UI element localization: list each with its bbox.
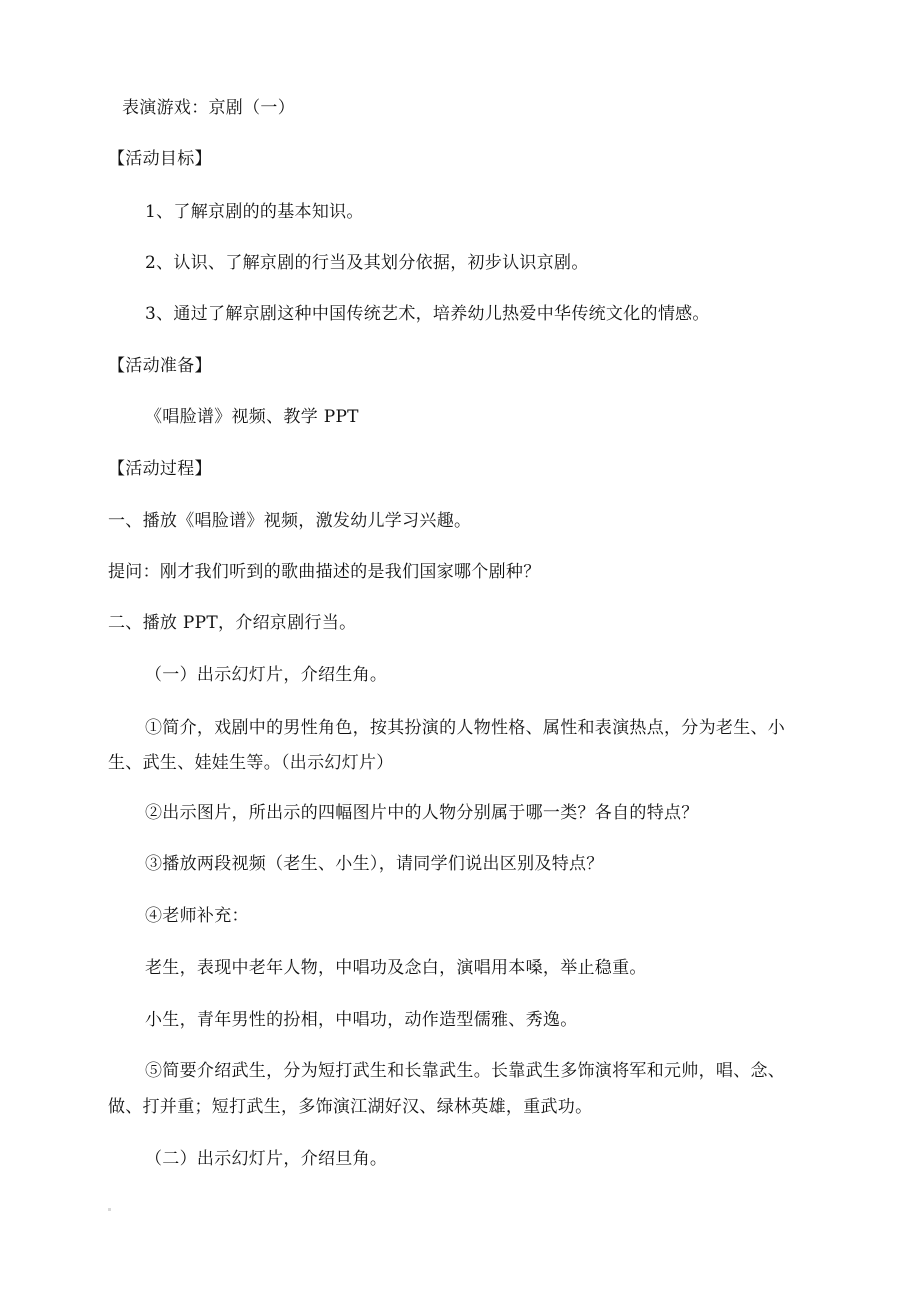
- xiaosheng-description: 小生，青年男性的扮相，中唱功，动作造型儒雅、秀逸。: [145, 1010, 578, 1030]
- preparation-text: 《唱脸谱》视频、教学 PPT: [145, 407, 359, 427]
- preparation-heading: 【活动准备】: [108, 356, 212, 376]
- process-step-1: 一、播放《唱脸谱》视频，激发幼儿学习兴趣。: [108, 511, 472, 531]
- laosheng-description: 老生，表现中老年人物，中唱功及念白，演唱用本嗓，举止稳重。: [145, 958, 647, 978]
- item-5-line-1: ⑤简要介绍武生，分为短打武生和长靠武生。长靠武生多饰演将军和元帅，唱、念、: [145, 1061, 786, 1081]
- subsection-2: （二）出示幻灯片，介绍旦角。: [145, 1149, 388, 1169]
- item-2: ②出示图片，所出示的四幅图片中的人物分别属于哪一类？各自的特点？: [145, 803, 699, 823]
- item-4: ④老师补充：: [145, 906, 249, 926]
- item-5-line-2: 做、打并重；短打武生，多饰演江湖好汉、绿林英雄，重武功。: [108, 1097, 593, 1117]
- process-question: 提问：刚才我们听到的歌曲描述的是我们国家哪个剧种？: [108, 562, 541, 582]
- item-3: ③播放两段视频（老生、小生），请同学们说出区别及特点？: [145, 854, 604, 874]
- item-1-line-1: ①简介，戏剧中的男性角色，按其扮演的人物性格、属性和表演热点，分为老生、小: [145, 718, 786, 738]
- process-step-2: 二、播放 PPT，介绍京剧行当。: [108, 613, 357, 633]
- subsection-1: （一）出示幻灯片，介绍生角。: [145, 665, 388, 685]
- goal-item-2: 2、认识、了解京剧的行当及其划分依据，初步认识京剧。: [145, 253, 589, 273]
- item-1-line-2: 生、武生、娃娃生等。（出示幻灯片）: [108, 753, 394, 773]
- goal-item-3: 3、通过了解京剧这种中国传统艺术，培养幼儿热爱中华传统文化的情感。: [145, 304, 710, 324]
- process-heading: 【活动过程】: [108, 459, 212, 479]
- page-corner-mark: [108, 1208, 111, 1211]
- goal-item-1: 1、了解京剧的的基本知识。: [145, 202, 364, 222]
- document-title: 表演游戏：京剧（一）: [122, 98, 295, 118]
- goals-heading: 【活动目标】: [108, 149, 212, 169]
